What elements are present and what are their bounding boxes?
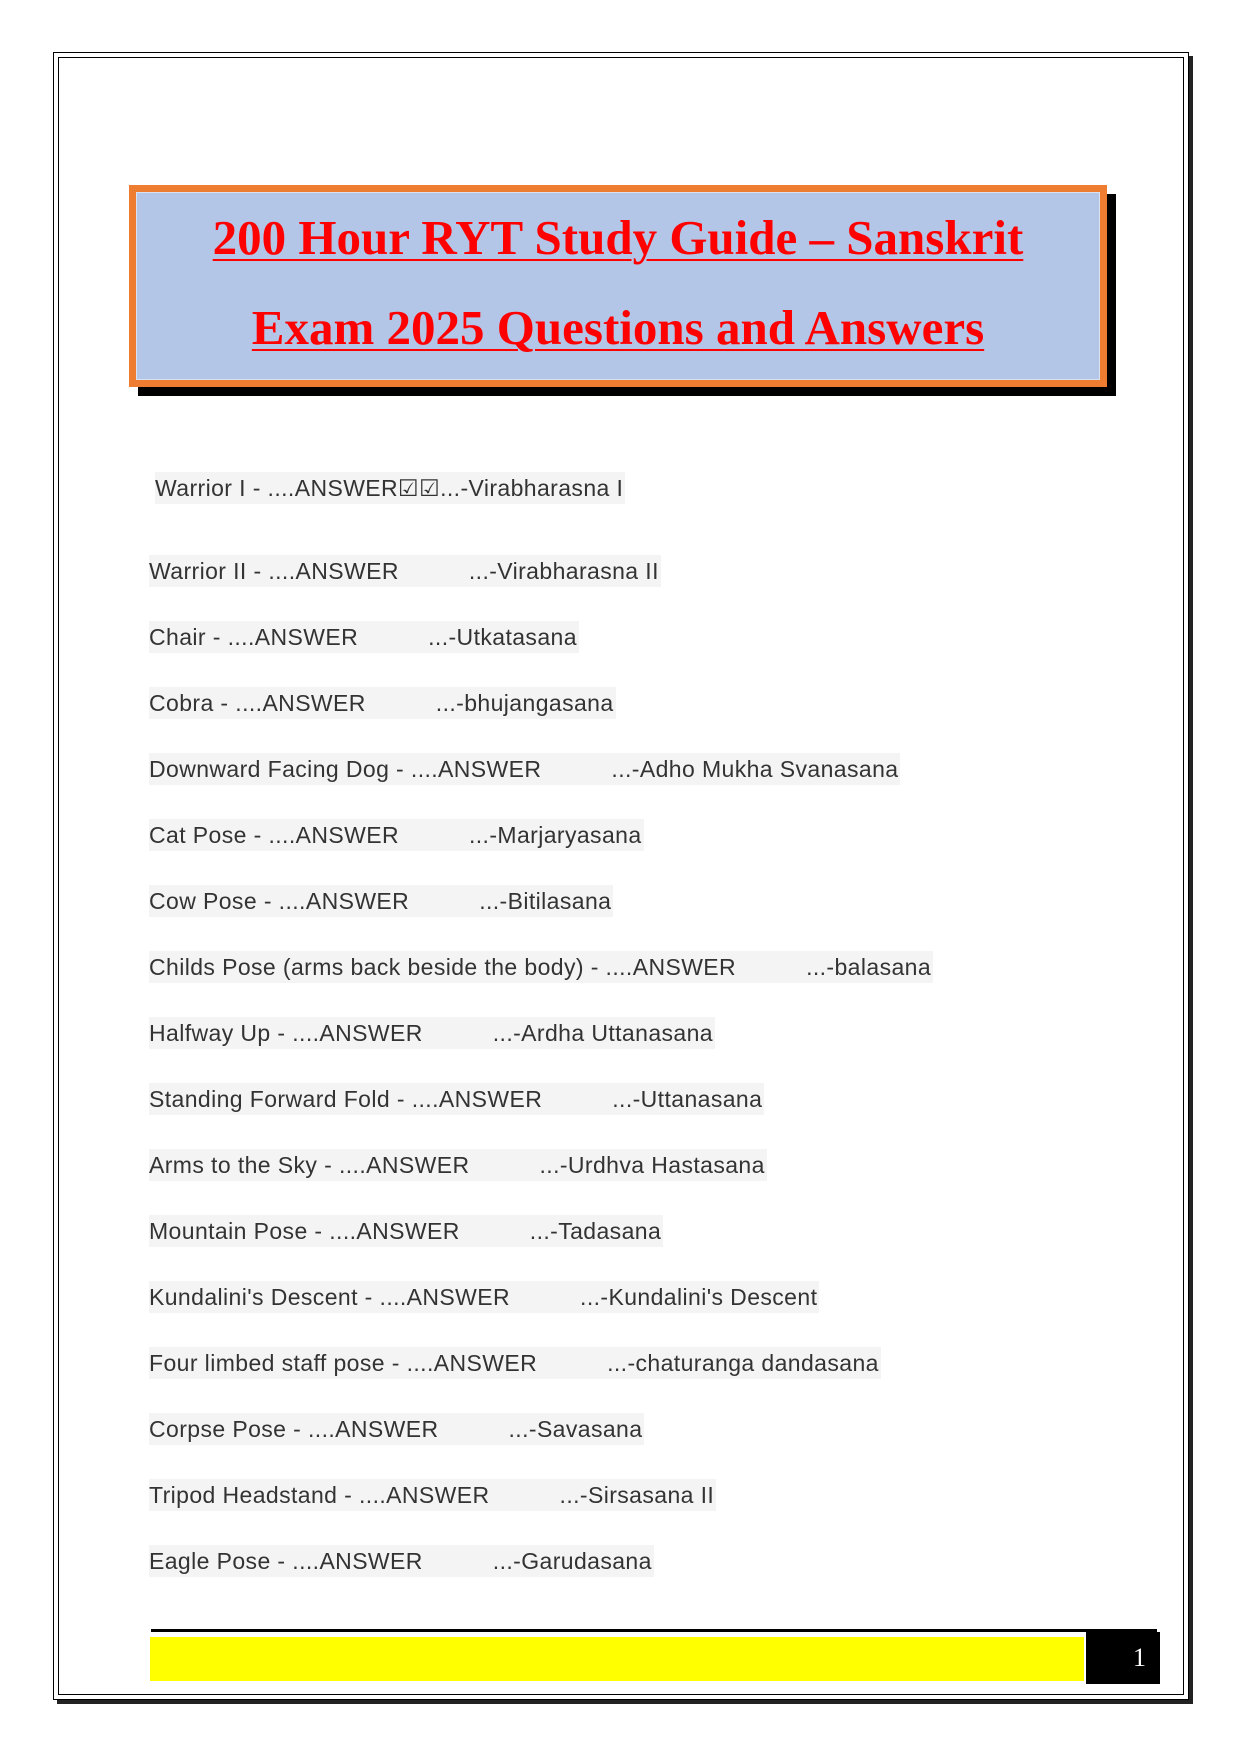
qa-item <box>149 1413 644 1445</box>
title-line-2: Exam 2025 Questions and Answers <box>251 300 985 355</box>
qa-answer: ...-Marjaryasana <box>468 822 642 848</box>
qa-question: Arms to the Sky - ....ANSWER <box>149 1152 470 1178</box>
page-number: 1 <box>1086 1632 1160 1684</box>
qa-question: Corpse Pose - ....ANSWER <box>149 1416 439 1442</box>
qa-item <box>149 885 613 917</box>
qa-item <box>149 1479 716 1511</box>
qa-question: Chair - ....ANSWER <box>149 624 359 650</box>
qa-question: Warrior I - ....ANSWER☑☑...-Virabharasna I <box>155 475 624 501</box>
qa-answer: ...-Utkatasana <box>428 624 577 650</box>
qa-question: Four limbed staff pose - ....ANSWER <box>149 1350 538 1376</box>
qa-item <box>149 1215 663 1247</box>
qa-answer: ...-Adho Mukha Svanasana <box>611 756 899 782</box>
qa-question: Cobra - ....ANSWER <box>149 690 366 716</box>
qa-question: Standing Forward Fold - ....ANSWER <box>149 1086 543 1112</box>
footer-rule <box>151 1629 1157 1632</box>
qa-item <box>149 687 616 719</box>
qa-question: Kundalini's Descent - ....ANSWER <box>149 1284 511 1310</box>
qa-item <box>149 753 900 785</box>
qa-item <box>149 819 644 851</box>
qa-item <box>149 1545 654 1577</box>
qa-item <box>149 555 661 587</box>
qa-answer: ...-bhujangasana <box>435 690 614 716</box>
qa-item <box>149 621 579 653</box>
qa-item <box>149 1083 764 1115</box>
footer-highlight-bar <box>150 1637 1084 1681</box>
qa-question: Halfway Up - ....ANSWER <box>149 1020 423 1046</box>
qa-answer: ...-Tadasana <box>529 1218 662 1244</box>
qa-answer: ...-Uttanasana <box>612 1086 763 1112</box>
qa-answer: ...-Bitilasana <box>479 888 612 914</box>
qa-answer: ...-Ardha Uttanasana <box>492 1020 713 1046</box>
qa-question: Childs Pose (arms back beside the body) - ....ANSWER <box>149 954 737 980</box>
title-line-1: 200 Hour RYT Study Guide – Sanskrit <box>212 210 1024 265</box>
qa-answer: ...-balasana <box>806 954 932 980</box>
qa-question: Downward Facing Dog - ....ANSWER <box>149 756 542 782</box>
qa-answer: ...-Kundalini's Descent <box>580 1284 818 1310</box>
qa-item <box>149 1017 715 1049</box>
qa-item <box>149 1149 767 1181</box>
qa-question: Mountain Pose - ....ANSWER <box>149 1218 460 1244</box>
qa-question: Cat Pose - ....ANSWER <box>149 822 399 848</box>
qa-answer: ...-Urdhva Hastasana <box>539 1152 765 1178</box>
qa-answer: ...-Garudasana <box>492 1548 652 1574</box>
qa-item <box>149 1281 819 1313</box>
qa-answer: ...-Virabharasna II <box>468 558 659 584</box>
qa-item <box>149 951 933 983</box>
qa-answer: ...-Sirsasana II <box>559 1482 715 1508</box>
qa-answer: ...-chaturanga dandasana <box>607 1350 879 1376</box>
title-box <box>129 185 1107 387</box>
qa-item <box>149 1347 881 1379</box>
qa-question: Cow Pose - ....ANSWER <box>149 888 410 914</box>
qa-item <box>155 472 625 504</box>
title-inner <box>136 192 1100 380</box>
qa-question: Tripod Headstand - ....ANSWER <box>149 1482 490 1508</box>
qa-answer: ...-Savasana <box>508 1416 643 1442</box>
qa-question: Warrior II - ....ANSWER <box>149 558 399 584</box>
qa-question: Eagle Pose - ....ANSWER <box>149 1548 423 1574</box>
